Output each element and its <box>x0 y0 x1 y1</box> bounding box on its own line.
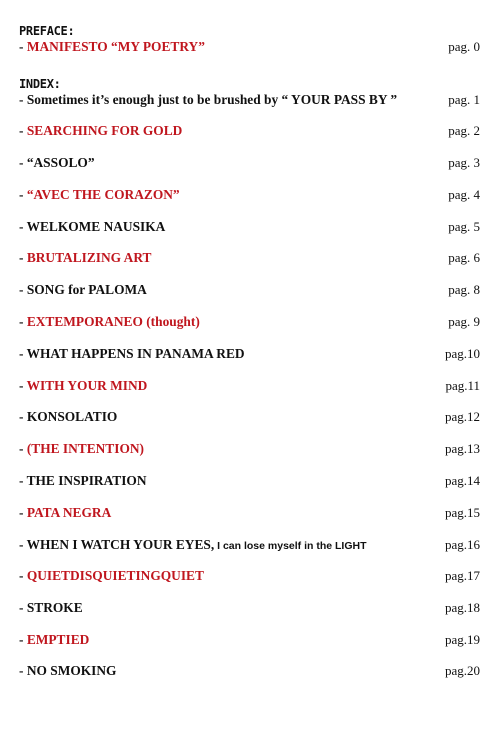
index-entry[interactable] <box>19 314 480 332</box>
entry-title: STROKE <box>26 600 83 615</box>
index-entry[interactable] <box>19 346 480 364</box>
entry-title: BRUTALIZING ART <box>26 250 152 265</box>
entry-title: THE INSPIRATION <box>26 473 147 488</box>
entry-dash: - <box>19 663 27 678</box>
entry-dash: - <box>19 537 27 552</box>
entry-title: “ASSOLO” <box>26 155 95 170</box>
entry-title: Sometimes it’s enough just to be brushed by “ YOUR PASS BY ” <box>26 92 398 107</box>
entry-title: KONSOLATIO <box>26 409 118 424</box>
entry-title-subtext: I can lose myself in the LIGHT <box>214 540 367 552</box>
index-entry[interactable] <box>19 663 480 681</box>
entry-page: pag. 0 <box>448 39 480 54</box>
entry-page: pag.13 <box>444 441 480 456</box>
entry-dash: - <box>19 92 27 107</box>
entry-dash: - <box>19 568 27 583</box>
entry-page: pag. 4 <box>448 187 480 202</box>
entry-title: MANIFESTO “MY POETRY” <box>26 39 205 54</box>
entry-title: QUIETDISQUIETINGQUIET <box>26 568 204 583</box>
entry-title: WHEN I WATCH YOUR EYES, <box>26 537 215 552</box>
entry-dash: - <box>19 441 27 456</box>
entry-title: WITH YOUR MIND <box>26 378 148 393</box>
index-heading: INDEX: <box>19 77 61 91</box>
entry-title: WELKOME NAUSIKA <box>26 219 166 234</box>
index-entry[interactable] <box>19 568 480 586</box>
index-entry[interactable] <box>19 282 480 300</box>
entry-page: pag.16 <box>444 537 480 552</box>
entry-dash: - <box>19 282 27 297</box>
entry-page: pag.19 <box>444 632 480 647</box>
index-entry[interactable] <box>19 92 480 110</box>
entry-page: pag. 9 <box>448 314 480 329</box>
entry-page: pag.14 <box>444 473 480 488</box>
entry-page: pag.18 <box>444 600 480 615</box>
entry-page: pag. 2 <box>448 123 480 138</box>
entry-dash: - <box>19 346 27 361</box>
entry-dash: - <box>19 187 27 202</box>
index-entry[interactable] <box>19 632 480 650</box>
entry-title: EMPTIED <box>26 632 90 647</box>
entry-title: PATA NEGRA <box>26 505 112 520</box>
entry-page: pag. 6 <box>448 250 480 265</box>
entry-dash: - <box>19 219 27 234</box>
entry-title: (THE INTENTION) <box>26 441 145 456</box>
entry-dash: - <box>19 473 27 488</box>
entry-dash: - <box>19 378 27 393</box>
entry-dash: - <box>19 155 27 170</box>
entry-dash: - <box>19 314 27 329</box>
index-entry[interactable] <box>19 600 480 618</box>
entry-title: “AVEC THE CORAZON” <box>26 187 180 202</box>
index-entry[interactable] <box>19 250 480 268</box>
index-entry[interactable] <box>19 505 480 523</box>
preface-heading: PREFACE: <box>19 24 75 38</box>
entry-page: pag. 3 <box>448 155 480 170</box>
entry-page: pag.11 <box>445 378 480 393</box>
index-entry[interactable] <box>19 409 480 427</box>
entry-page: pag. 5 <box>448 219 480 234</box>
preface-entry[interactable] <box>19 39 480 57</box>
entry-title: WHAT HAPPENS IN PANAMA RED <box>26 346 245 361</box>
entry-dash: - <box>19 505 27 520</box>
entry-page: pag.17 <box>444 568 480 583</box>
entry-page: pag.15 <box>444 505 480 520</box>
entry-dash: - <box>19 632 27 647</box>
index-entry[interactable] <box>19 473 480 491</box>
entry-dash: - <box>19 123 27 138</box>
entry-page: pag.10 <box>444 346 480 361</box>
index-entry[interactable] <box>19 378 480 396</box>
entry-page: pag.20 <box>444 663 480 678</box>
index-entry[interactable] <box>19 441 480 459</box>
index-entry[interactable] <box>19 219 480 237</box>
entry-dash: - <box>19 600 27 615</box>
entry-page: pag.12 <box>444 409 480 424</box>
entry-page: pag. 8 <box>448 282 480 297</box>
index-entry[interactable] <box>19 155 480 173</box>
entry-dash: - <box>19 409 27 424</box>
entry-page: pag. 1 <box>448 92 480 107</box>
entry-title: SEARCHING FOR GOLD <box>26 123 183 138</box>
entry-dash: - <box>19 250 27 265</box>
entry-title: EXTEMPORANEO (thought) <box>26 314 200 329</box>
entry-dash: - <box>19 39 27 54</box>
entry-title: NO SMOKING <box>26 663 117 678</box>
entry-title: SONG for PALOMA <box>26 282 147 297</box>
index-entry[interactable] <box>19 123 480 141</box>
index-entry[interactable] <box>19 537 480 555</box>
index-entry[interactable] <box>19 187 480 205</box>
